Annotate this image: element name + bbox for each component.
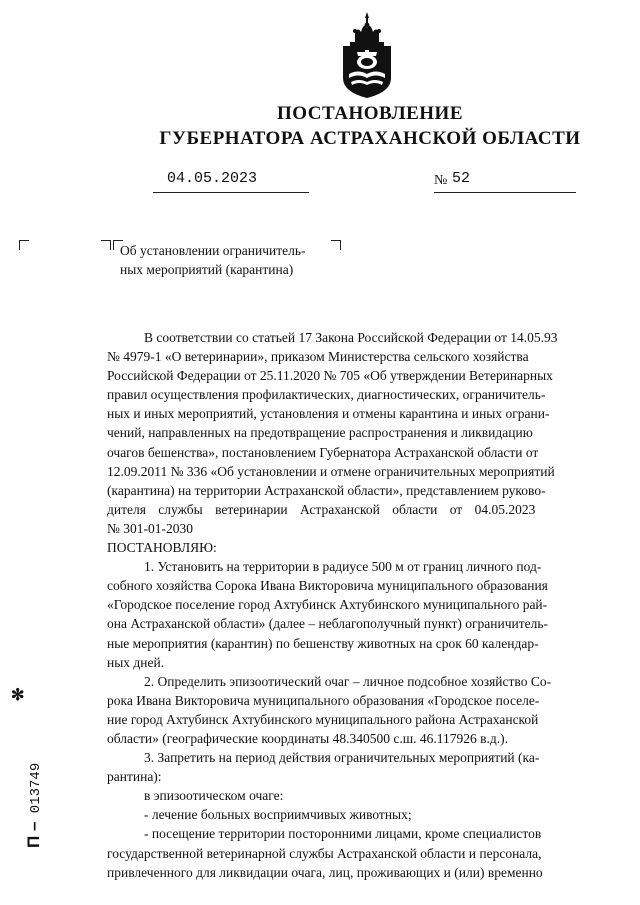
subject-line: Об установлении ограничитель-	[120, 243, 306, 258]
serial-prefix: П –	[24, 821, 43, 848]
body-line: Российской Федерации от 25.11.2020 № 705 «Об утверждении Ветеринарных	[107, 368, 553, 384]
body-line: 12.09.2011 № 336 «Об установлении и отмене ограничительных мероприятий	[107, 463, 555, 479]
body-line: 2. Определить эпизоотический очаг – личное подсобное хозяйство Со-	[144, 673, 552, 689]
body-line: она Астраханской области» (далее – неблагополучный пункт) ограничитель-	[107, 616, 549, 632]
corner-mark	[101, 240, 111, 250]
body-line: № 301-01-2030	[107, 520, 193, 536]
body-line: привлеченного для ликвидации очага, лиц, проживающих и (или) временно	[107, 864, 543, 880]
body-line: дителя службы ветеринарии Астраханской области от 04.05.2023	[107, 501, 536, 517]
document-number: 52	[452, 170, 471, 187]
number-sign: №	[434, 173, 448, 188]
asterisk-mark: ✻	[11, 687, 25, 704]
coat-of-arms-icon	[341, 12, 393, 98]
corner-mark	[331, 240, 341, 250]
document-title: ПОСТАНОВЛЕНИЕ	[276, 103, 464, 124]
date-field	[153, 170, 309, 193]
body-line: правил осуществления профилактических, диагностических, ограничитель-	[107, 387, 546, 403]
body-line: государственной ветеринарной службы Астраханской области и персонала,	[107, 845, 542, 861]
body-line: собного хозяйства Сорока Ивана Викторовича муниципального образования	[107, 578, 548, 594]
body-line: 3. Запретить на период действия ограничительных мероприятий (ка-	[144, 750, 540, 766]
body-line: «Городское поселение город Ахтубинск Ахтубинского муниципального рай-	[107, 597, 548, 613]
document-issuer: ГУБЕРНАТОРА АСТРАХАНСКОЙ ОБЛАСТИ	[159, 128, 581, 149]
body-line: ных и иных мероприятий, установления и отмены карантина и иных ограни-	[107, 406, 550, 422]
body-line: № 4979-1 «О ветеринарии», приказом Министерства сельского хозяйства	[107, 349, 529, 365]
body-line: рока Ивана Викторовича муниципального образования «Городское поселе-	[107, 692, 540, 708]
serial-digits: 013749	[28, 762, 44, 814]
body-line: очагов бешенства», постановлением Губернатора Астраханской области от	[107, 444, 539, 460]
body-line: ние город Ахтубинск Ахтубинского муниципального района Астраханской	[107, 711, 539, 727]
corner-mark	[19, 240, 29, 250]
body-line: ных дней.	[107, 654, 165, 670]
body-line: ные мероприятия (карантин) по бешенству животных на срок 60 календар-	[107, 635, 539, 651]
document-date: 04.05.2023	[167, 170, 258, 187]
body-line: рантина):	[107, 769, 162, 785]
body-line: - посещение территории посторонними лицами, кроме специалистов	[144, 826, 542, 842]
subject-line: ных мероприятий (карантина)	[120, 262, 294, 277]
document-body	[107, 328, 612, 882]
serial-number	[24, 763, 44, 848]
body-line: чений, направленных на предотвращение распространения и ликвидацию	[107, 425, 533, 441]
number-field	[434, 170, 576, 193]
body-line: (карантина) на территории Астраханской области», представлением руково-	[107, 482, 546, 498]
body-line: - лечение больных восприимчивых животных;	[144, 807, 412, 823]
document-subject	[120, 241, 306, 279]
body-line: ПОСТАНОВЛЯЮ:	[107, 540, 217, 556]
body-line: области» (географические координаты 48.340500 с.ш. 46.117926 в.д.).	[107, 730, 508, 746]
body-line: В соответствии со статьей 17 Закона Российской Федерации от 14.05.93	[144, 330, 558, 345]
body-line: 1. Установить на территории в радиусе 500 м от границ личного под-	[144, 559, 542, 575]
body-line: в эпизоотическом очаге:	[144, 788, 284, 804]
